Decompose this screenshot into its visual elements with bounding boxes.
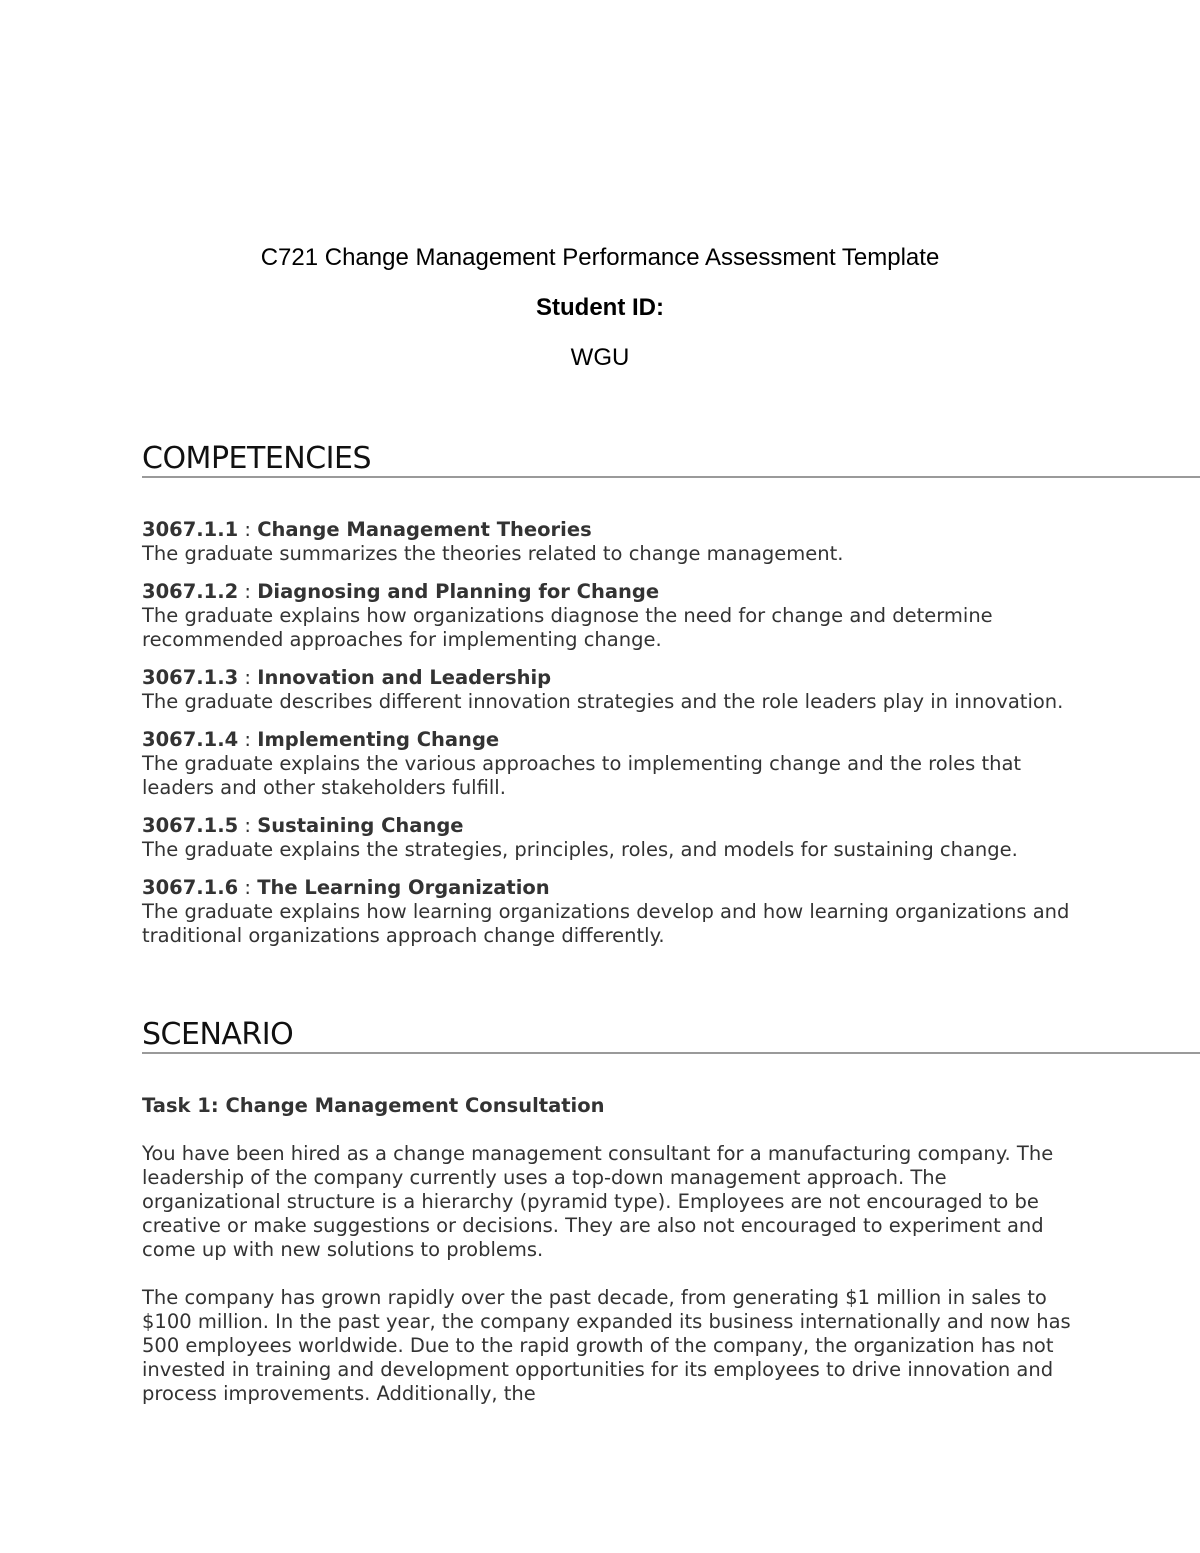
competency-description: The graduate describes different innovation strategies and the role leaders play in innovation. — [142, 690, 1064, 713]
competency-separator: : — [238, 876, 258, 899]
competency-title: Implementing Change — [257, 728, 500, 751]
competency-code: 3067.1.6 — [142, 876, 239, 899]
scenario-paragraph: The company has grown rapidly over the past decade, from generating $1 million in sales to $100 million. In the past year, the company expanded its business internationally and now has 500 employees worldwide. Due to the rapid growth of the company, the organization has not invested in training and development opportunities for its employees to drive innovation and process improvements. Additionally, the — [142, 1286, 1071, 1405]
competency-header — [142, 666, 1072, 690]
competency-title: Diagnosing and Planning for Change — [257, 580, 660, 603]
competency-title: Innovation and Leadership — [257, 666, 552, 689]
student-id-label: Student ID: — [536, 294, 664, 321]
scenario-body — [142, 1094, 1072, 1430]
competency-description: The graduate explains how learning organizations develop and how learning organizations and traditional organizations approach change differently. — [142, 900, 1070, 947]
competency-description: The graduate explains the strategies, principles, roles, and models for sustaining change. — [142, 838, 1018, 861]
competency-separator: : — [238, 666, 258, 689]
competency-header — [142, 518, 1072, 542]
competency-title: The Learning Organization — [257, 876, 550, 899]
competency-title: Change Management Theories — [257, 518, 592, 541]
scenario-heading: SCENARIO — [142, 1017, 294, 1052]
scenario-divider — [142, 1052, 1200, 1054]
competency-description: The graduate explains how organizations diagnose the need for change and determine recommended approaches for implementing change. — [142, 604, 993, 651]
competency-header — [142, 814, 1072, 838]
competency-item — [142, 518, 1072, 566]
competency-header — [142, 876, 1072, 900]
competency-code: 3067.1.2 — [142, 580, 239, 603]
competency-title: Sustaining Change — [257, 814, 464, 837]
competency-description: The graduate summarizes the theories related to change management. — [142, 542, 844, 565]
institution-name: WGU — [570, 344, 630, 371]
competency-item — [142, 876, 1072, 948]
competency-separator: : — [238, 518, 258, 541]
competency-description: The graduate explains the various approaches to implementing change and the roles that leaders and other stakeholders fulfill. — [142, 752, 1022, 799]
competency-header — [142, 728, 1072, 752]
competency-header — [142, 580, 1072, 604]
competencies-list — [142, 518, 1072, 962]
competency-separator: : — [238, 580, 258, 603]
task-title: Task 1: Change Management Consultation — [142, 1094, 605, 1117]
competency-code: 3067.1.5 — [142, 814, 239, 837]
competency-code: 3067.1.1 — [142, 518, 239, 541]
competency-code: 3067.1.3 — [142, 666, 239, 689]
competency-code: 3067.1.4 — [142, 728, 239, 751]
competencies-heading: COMPETENCIES — [142, 441, 372, 476]
competencies-divider — [142, 476, 1200, 478]
competency-separator: : — [238, 728, 258, 751]
competency-item — [142, 580, 1072, 652]
competency-item — [142, 814, 1072, 862]
competency-item — [142, 666, 1072, 714]
competency-separator: : — [238, 814, 258, 837]
document-title: C721 Change Management Performance Assessment Template — [260, 244, 940, 271]
competency-item — [142, 728, 1072, 800]
scenario-paragraph: You have been hired as a change management consultant for a manufacturing company. The leadership of the company currently uses a top-down management approach. The organizational structure is a hierarchy (pyramid type). Employees are not encouraged to be creative or make suggestions or decisions. They are also not encouraged to experiment and come up with new solutions to problems. — [142, 1142, 1054, 1261]
